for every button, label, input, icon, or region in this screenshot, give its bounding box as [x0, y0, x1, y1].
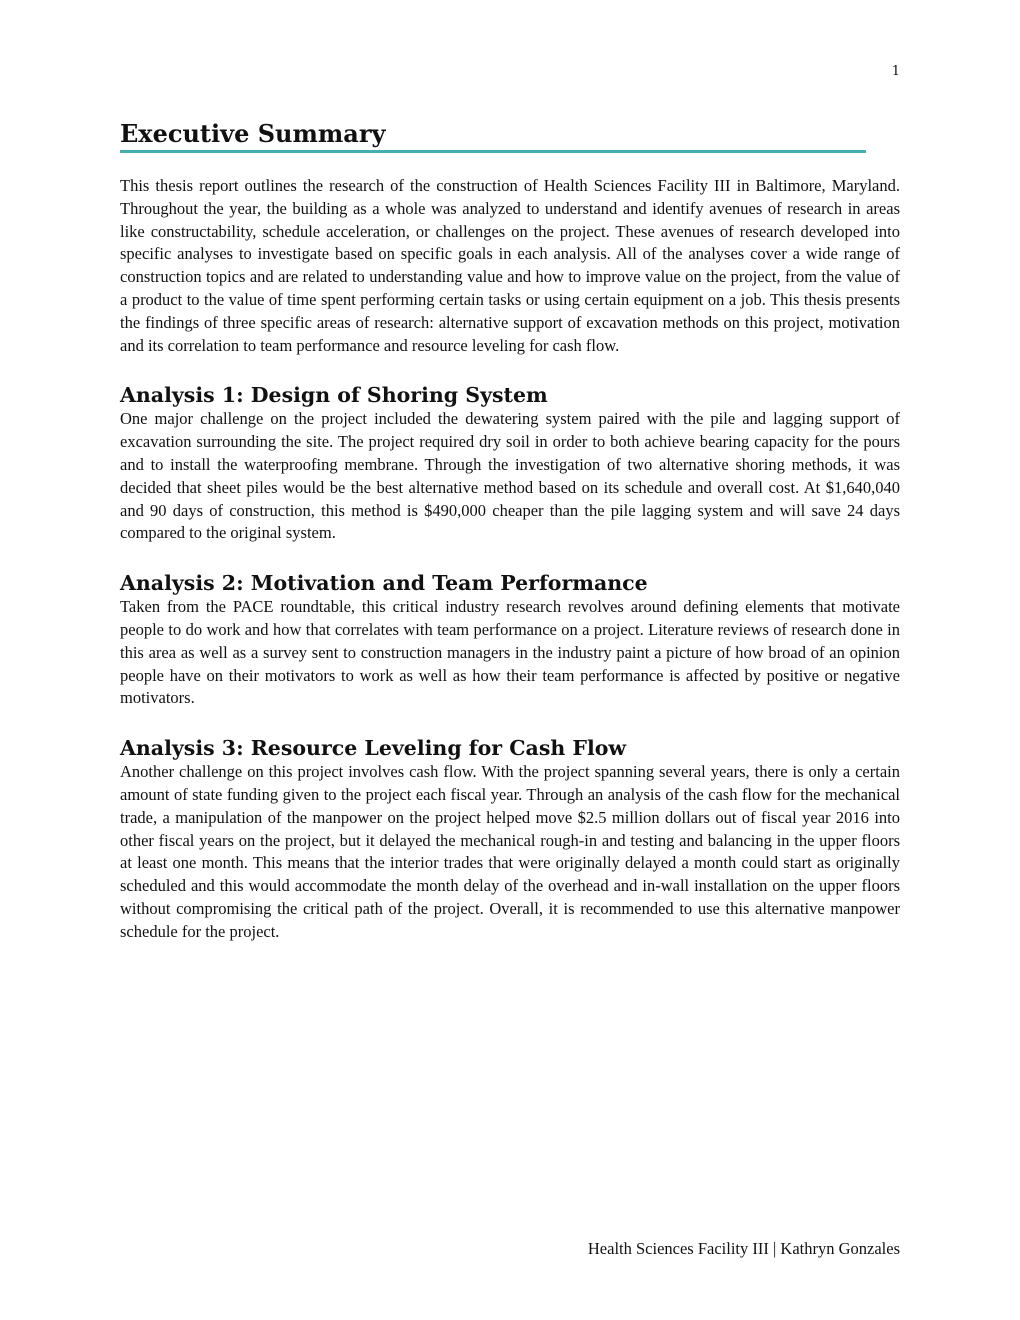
section-heading: Analysis 2: Motivation and Team Performance	[120, 571, 648, 596]
section-analysis-2	[120, 570, 900, 710]
summary-paragraph: This thesis report outlines the research of the construction of Health Sciences Facility III in Baltimore, Maryland. Throughout the year, the building as a whole was analyzed to understand and identify avenues of research in areas like constructability, schedule acceleration, or challenges on the project. These avenues of research developed into specific analyses to investigate based on specific goals in each analysis. All of the analyses cover a wide range of construction topics and are related to understanding value and how to improve value on the project, from the value of a product to the value of time spent performing certain tasks or using certain equipment on a job. This thesis presents the findings of three specific areas of research: alternative support of excavation methods on this project, motivation and its correlation to team performance and resource leveling for cash flow.	[120, 176, 900, 355]
page-footer: Health Sciences Facility III | Kathryn Gonzales	[587, 1239, 900, 1258]
section-heading: Analysis 1: Design of Shoring System	[120, 383, 548, 408]
section-analysis-3	[120, 735, 900, 943]
section-paragraph: One major challenge on the project included the dewatering system paired with the pile and lagging support of excavation surrounding the site. The project required dry soil in order to both achieve bearing capacity for the pours and to install the waterproofing membrane. Through the investigation of two alternative shoring methods, it was decided that sheet piles would be the best alternative method based on its schedule and overall cost. At $1,640,040 and 90 days of construction, this method is $490,000 cheaper than the pile lagging system and will save 24 days compared to the original system.	[120, 409, 900, 543]
section-heading: Analysis 3: Resource Leveling for Cash Flow	[120, 736, 627, 761]
section-analysis-1	[120, 382, 900, 545]
page-number: 1	[891, 64, 900, 79]
document-body	[120, 118, 900, 944]
section-paragraph: Another challenge on this project involves cash flow. With the project spanning several years, there is only a certain amount of state funding given to the project each fiscal year. Through an analysis of the cash flow for the mechanical trade, a manipulation of the manpower on the project helped move $2.5 million dollars out of fiscal year 2016 into other fiscal years on the project, but it delayed the mechanical rough-in and testing and balancing in the upper floors at least one month. This means that the interior trades that were originally delayed a month could start as originally scheduled and this would accommodate the month delay of the overhead and in-wall installation on the upper floors without compromising the critical path of the project. Overall, it is recommended to use this alternative manpower schedule for the project.	[120, 762, 900, 941]
page-title: Executive Summary	[120, 118, 866, 153]
section-paragraph: Taken from the PACE roundtable, this critical industry research revolves around defining elements that motivate people to do work and how that correlates with team performance on a project. Literature reviews of research done in this area as well as a survey sent to construction managers in the industry paint a picture of how broad of an opinion people have on their motivators to work as well as how their team performance is affected by positive or negative motivators.	[120, 597, 900, 708]
